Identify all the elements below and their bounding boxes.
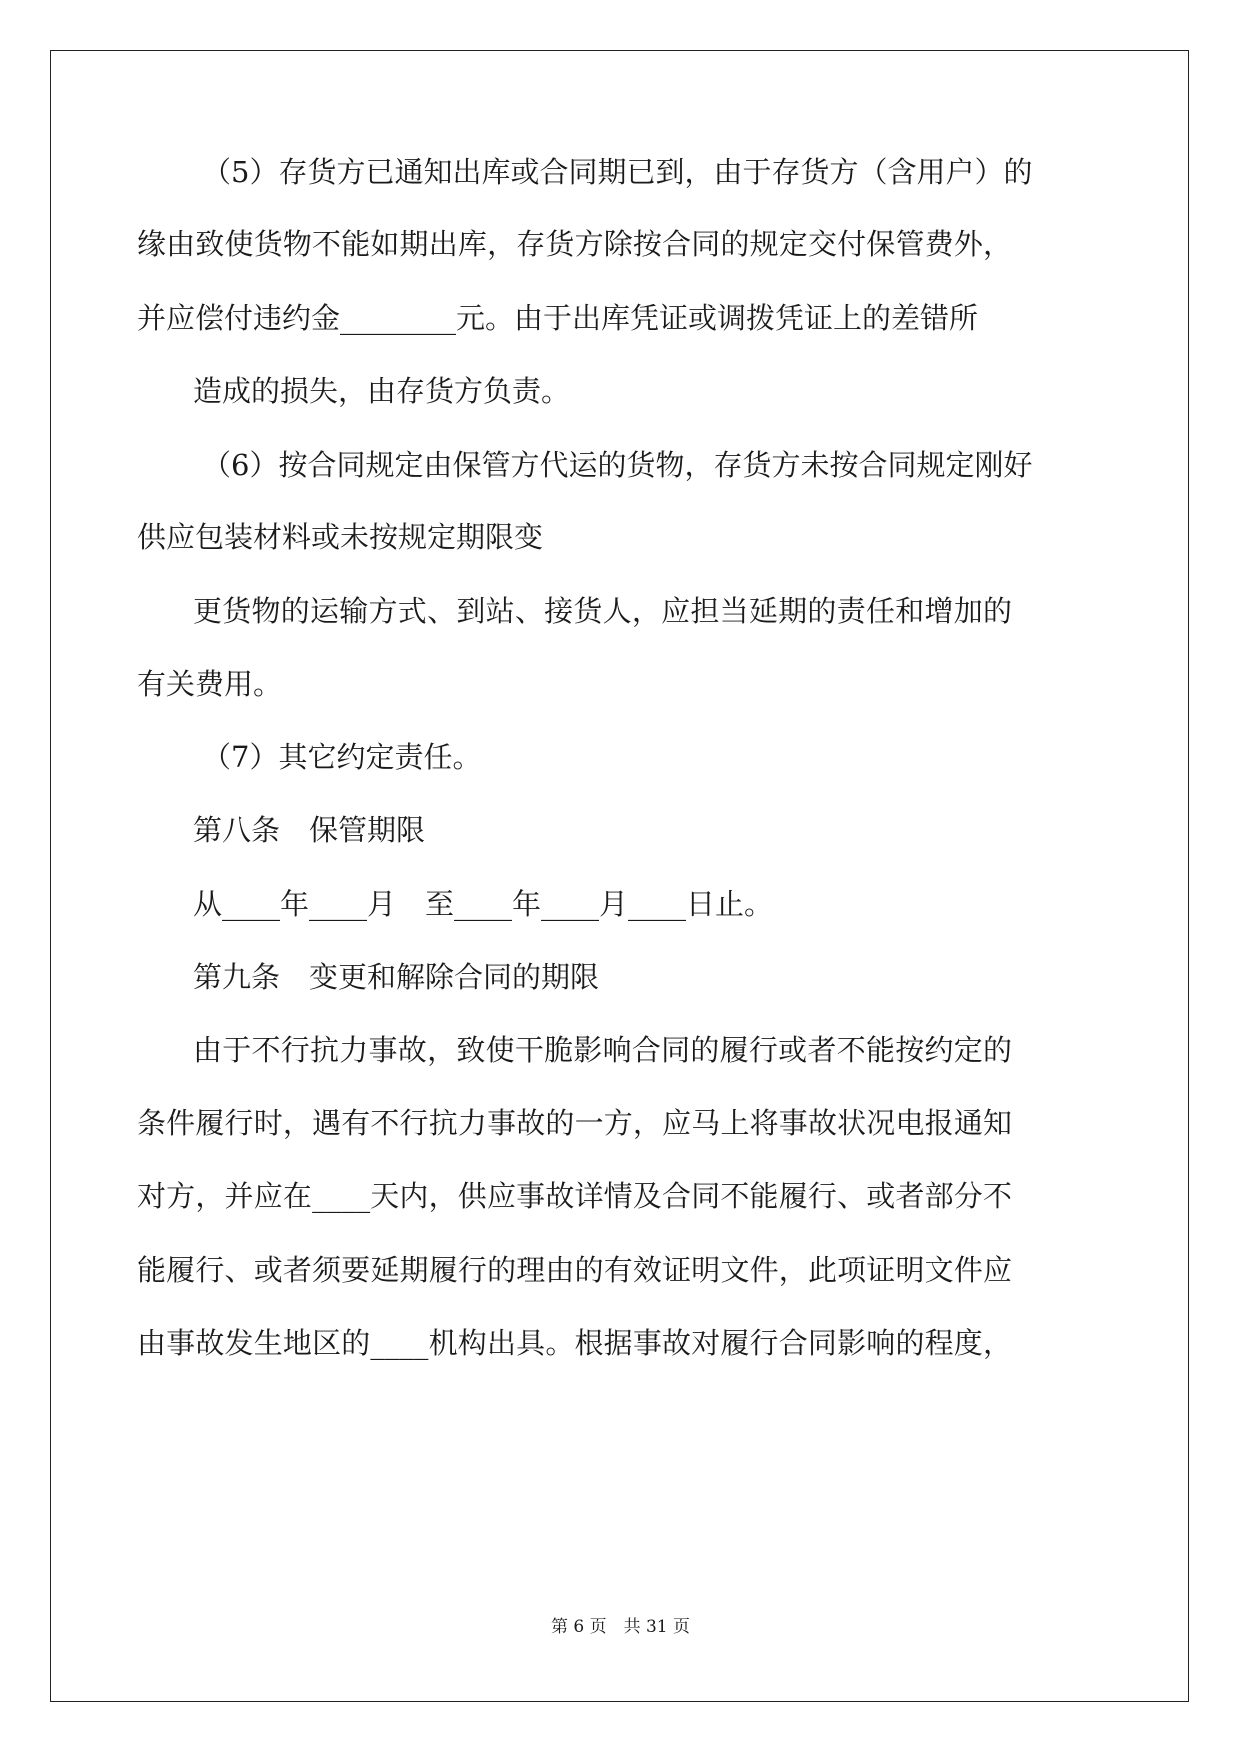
page-frame [50,50,1189,1702]
paragraph-line: 能履行、或者须要延期履行的理由的有效证明文件，此项证明文件应 [137,1253,1012,1287]
paragraph-line: 由事故发生地区的____机构出具。根据事故对履行合同影响的程度， [137,1326,1012,1360]
section-heading: 第八条 保管期限 [193,813,426,847]
paragraph-line: 造成的损失，由存货方负责。 [193,374,571,408]
paragraph-line: 并应偿付违约金________元。由于出库凭证或调拨凭证上的差错所 [137,301,979,335]
paragraph-line: 供应包装材料或未按规定期限变 [137,520,544,554]
paragraph-line: 对方，并应在____天内，供应事故详情及合同不能履行、或者部分不 [137,1179,1012,1213]
paragraph-line: （6）按合同规定由保管方代运的货物，存货方未按合同规定刚好 [202,448,1033,482]
paragraph-line: 条件履行时，遇有不行抗力事故的一方，应马上将事故状况电报通知 [137,1106,1012,1140]
paragraph-line: 有关费用。 [137,667,283,701]
paragraph-line: 由于不行抗力事故，致使干脆影响合同的履行或者不能按约定的 [193,1033,1012,1067]
paragraph-line: 从____年____月 至____年____月____日止。 [193,887,774,921]
paragraph-line: （5）存货方已通知出库或合同期已到，由于存货方（含用户）的 [202,155,1033,189]
paragraph-line: （7）其它约定责任。 [202,740,482,774]
section-heading: 第九条 变更和解除合同的期限 [193,960,600,994]
page-number-label: 第 6 页 共 31 页 [550,1617,691,1637]
paragraph-line: 缘由致使货物不能如期出库，存货方除按合同的规定交付保管费外， [137,227,1012,261]
paragraph-line: 更货物的运输方式、到站、接货人，应担当延期的责任和增加的 [193,594,1012,628]
page-number-footer [0,1612,1241,1637]
